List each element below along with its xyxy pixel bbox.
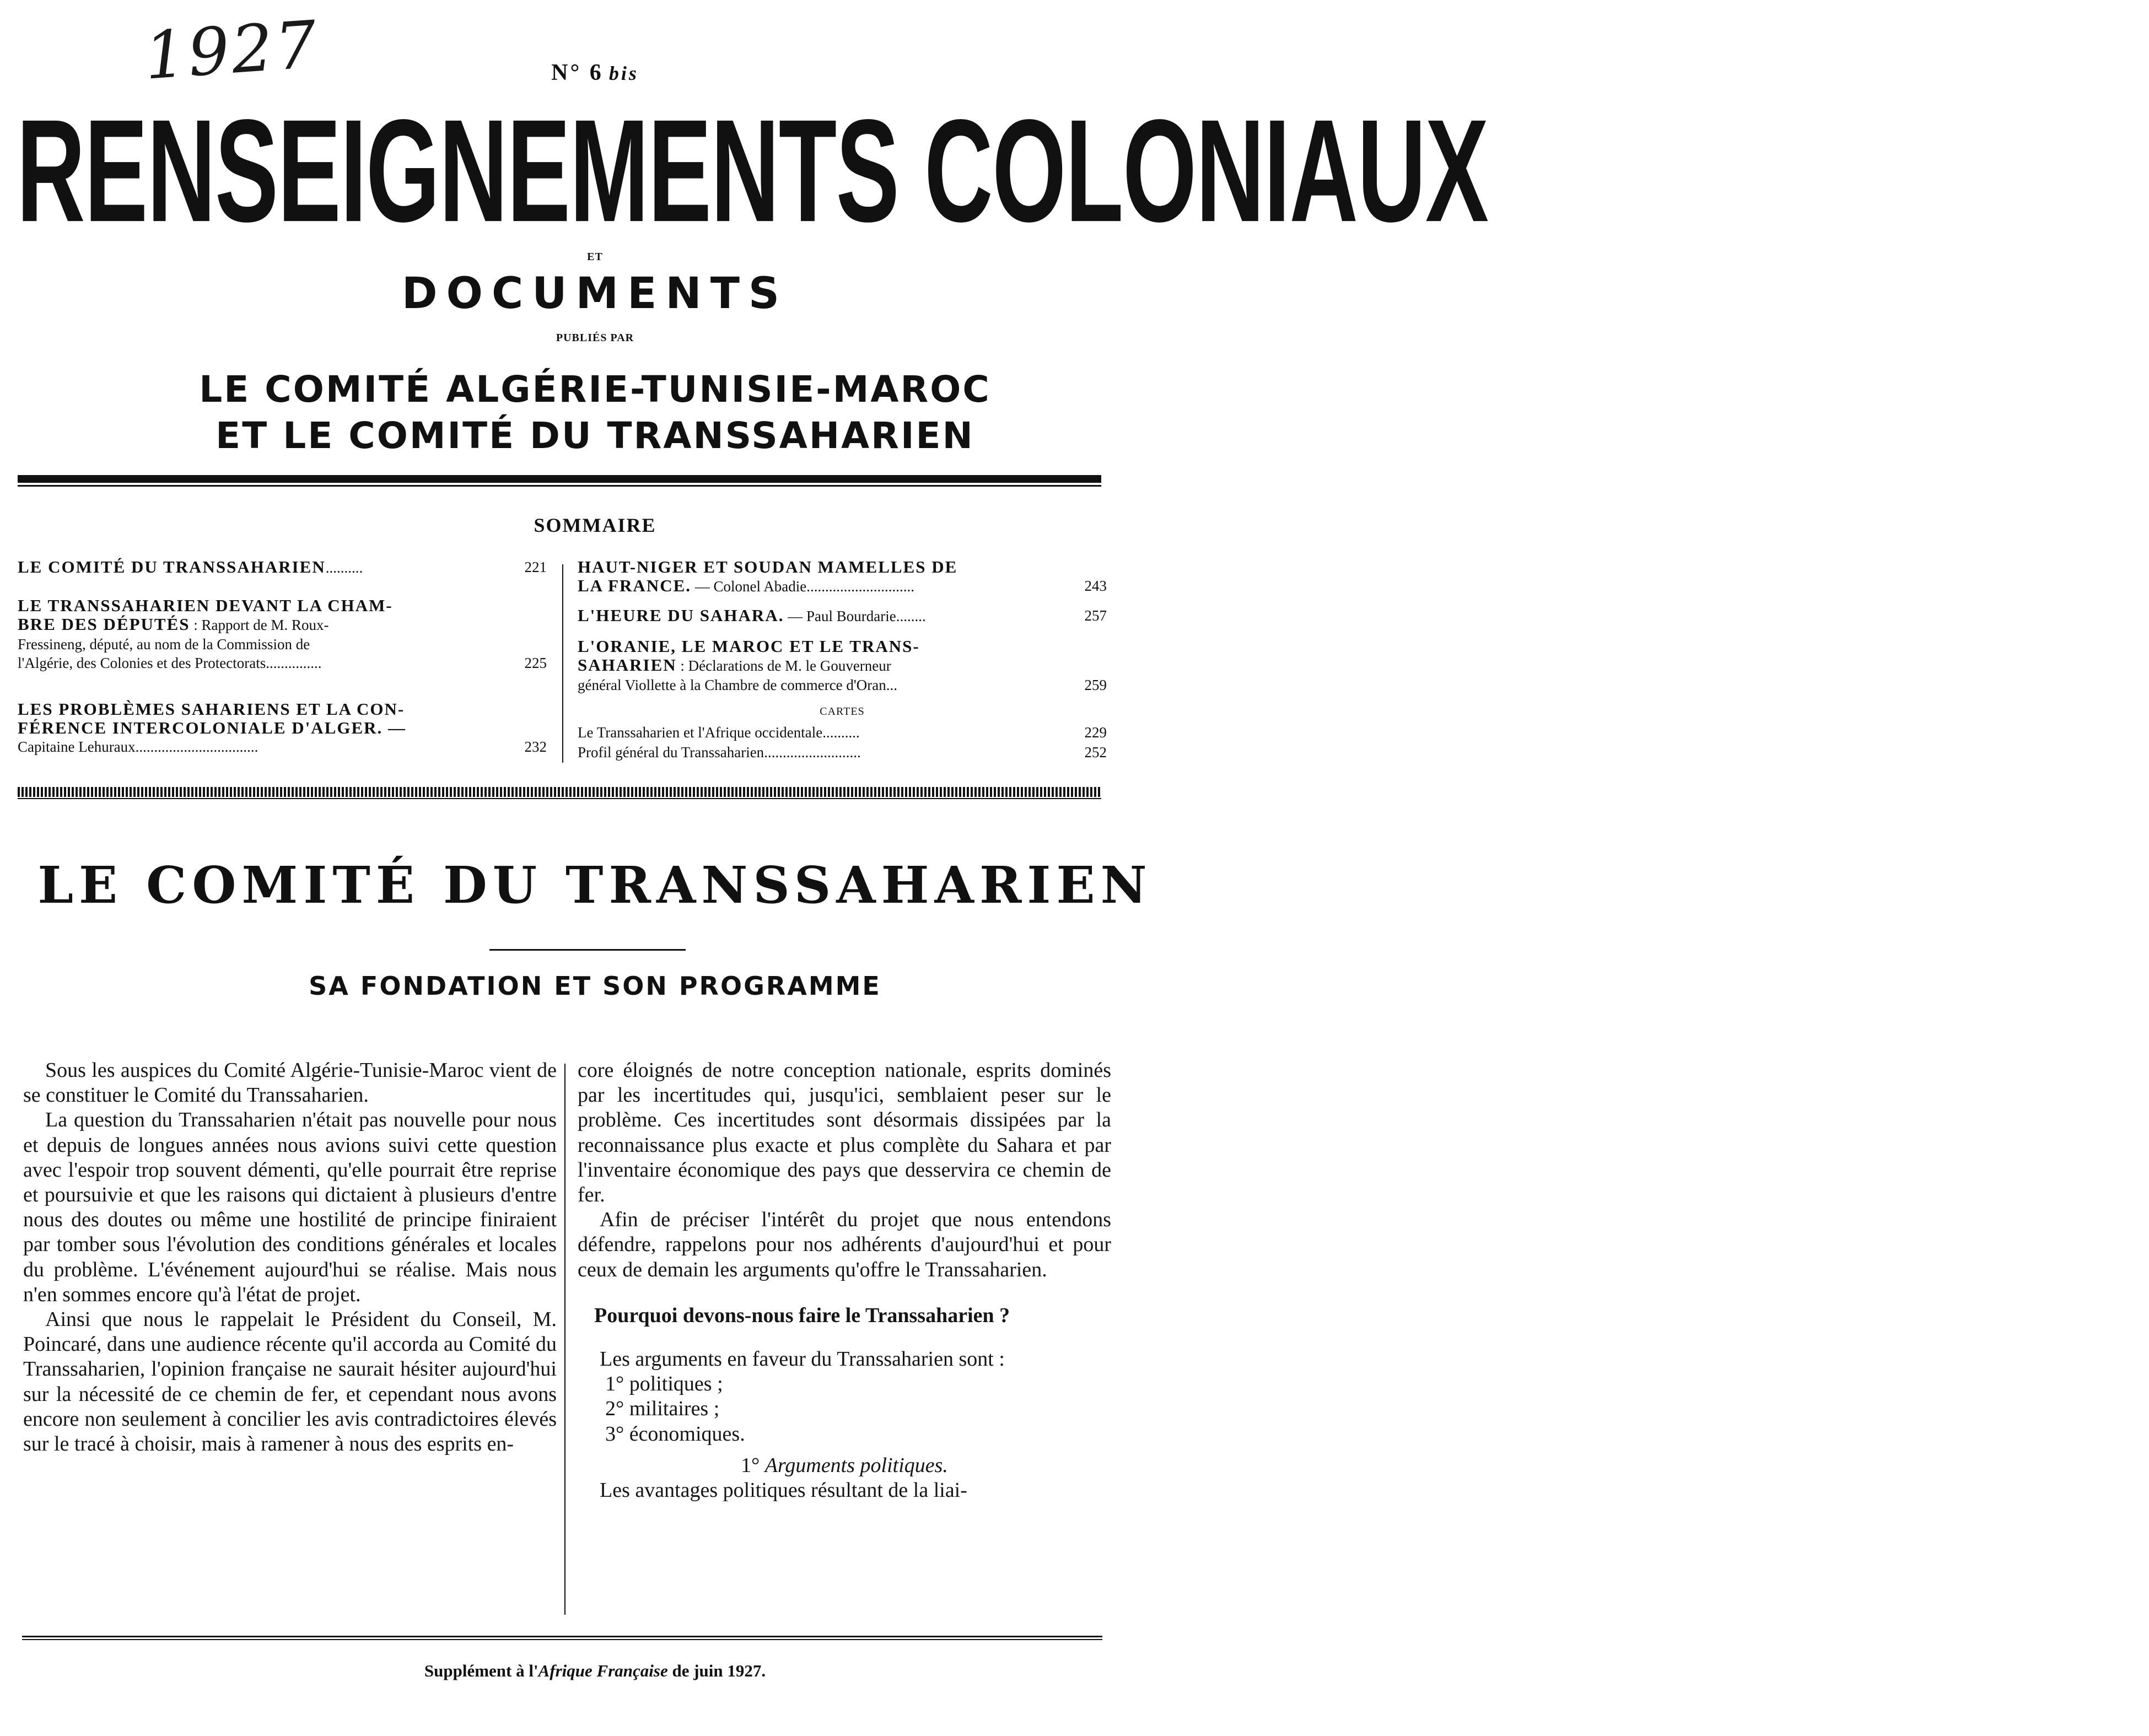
toc-page-number: 232 [524,738,547,755]
list-item: 1° politiques ; [605,1372,723,1396]
toc-leaders: ................................. [135,738,258,755]
masthead-et: ET [587,251,603,263]
issue-suffix: bis [608,62,639,84]
handwritten-year: 1927 [142,6,321,94]
toc-entry-title-cont: SAHARIEN [578,655,677,675]
toc-page-number: 229 [1084,724,1107,741]
list-item: 2° militaires ; [605,1397,720,1421]
toc-page-number: 252 [1084,744,1107,761]
documents-title: DOCUMENTS [401,269,789,319]
issue-number-text: N° 6 [551,60,604,85]
toc-entry-desc: l'Algérie, des Colonies et des Protectorats [18,655,266,671]
section-heading: Pourquoi devons-nous faire le Transsaharien ? [594,1303,1010,1327]
article-column-left [23,1058,557,1457]
footer-rule [22,1636,1102,1637]
toc-entry-title-cont: LA FRANCE. [578,576,692,595]
sub-heading-text: Arguments politiques. [764,1453,948,1477]
paragraph: Les arguments en faveur du Transsaharien sont : [600,1347,1005,1371]
sommaire-heading: SOMMAIRE [534,514,656,536]
header-thick-rule [18,475,1101,483]
footer-prefix: Supplément à l' [424,1661,538,1680]
masthead-title [17,89,1488,252]
toc-entry-title: LE COMITÉ DU TRANSSAHARIEN [18,557,326,576]
paragraph: Ainsi que nous le rappelait le Président du Conseil, M. Poincaré, dans une audience récente qu'il accorda au Comité du Transsaharien, l'opinion française ne saurait hésiter aujourd'hui sur la nécessité de ce chemin de fer, et cependant nous avons encore non seulement à concilier les avis contradictoires élevés sur le tracé à choisir, mais à ramener à nous des esprits en- [23,1308,557,1456]
toc-map-title: Profil général du Transsaharien [578,744,764,761]
committee-line-2: ET LE COMITÉ DU TRANSSAHARIEN [216,414,974,457]
toc-entry-desc: — Paul Bourdarie [784,608,896,624]
toc-page-number: 243 [1084,578,1107,594]
toc-divider [562,564,563,763]
toc-entry[interactable] [578,558,1107,596]
toc-entry[interactable] [18,700,547,757]
published-by-label: PUBLIÉS PAR [556,332,634,344]
toc-map-entry[interactable] [578,743,1107,762]
header-thin-rule [18,485,1101,487]
committee-line-1: LE COMITÉ ALGÉRIE-TUNISIE-MAROC [199,368,991,411]
footer-journal: Afrique Française [538,1661,668,1680]
article-title-rule [489,949,686,951]
toc-page-number: 259 [1084,677,1107,693]
toc-entry-title-cont: FÉRENCE INTERCOLONIALE D'ALGER. — [18,718,407,737]
toc-leaders: .......................... [764,744,861,761]
toc-page-number: 257 [1084,607,1107,624]
toc-page-number: 225 [524,655,547,671]
toc-leaders: ........ [896,608,926,624]
article-subtitle: SA FONDATION ET SON PROGRAMME [309,971,881,1001]
toc-entry-desc: Fressineng, député, au nom de la Commission de [18,636,310,653]
paragraph: core éloignés de notre conception nationale, esprits dominés par les incertitudes qui, jusqu'ici, semblaient peser sur le problème. Ces incertitudes sont désormais dissipées par la reconnaissance plus exacte et plus complète du Sahara et par l'inventaire économique des pays que desservira ce chemin de fer. [578,1059,1111,1207]
masthead-title-text: RENSEIGNEMENTS COLONIAUX [17,89,1488,252]
toc-entry-desc: Capitaine Lehuraux [18,738,136,755]
article-column-right [578,1058,1111,1503]
sub-heading-number: 1° [741,1453,760,1477]
toc-entry[interactable] [578,606,1107,626]
paragraph: Sous les auspices du Comité Algérie-Tunisie-Maroc vient de se constituer le Comité du Transsaharien. [23,1059,557,1107]
footer-note [0,1661,1190,1681]
toc-map-entry[interactable] [578,723,1107,742]
footer-rule-thin [22,1639,1102,1640]
toc-entry[interactable] [18,558,547,578]
paragraph: La question du Transsaharien n'était pas nouvelle pour nous et depuis de longues années nous avions suivi cette question avec l'espoir trop souvent démenti, qu'elle pourrait être reprise et poursuivie et que les raisons qui dictaient à plusieurs d'entre nous des doutes ou même une hostilité de principe finiraient par tomber sous l'évolution des conditions générales et locales du problème. L'événement aujourd'hui se réalise. Mais nous n'en sommes encore qu'à l'état de projet. [23,1108,557,1306]
footer-suffix: de juin 1927. [667,1661,766,1680]
list-item: 3° économiques. [605,1422,745,1446]
paragraph: Les avantages politiques résultant de la liai- [600,1479,967,1502]
sub-heading [578,1453,1111,1478]
toc-entry-title: L'HEURE DU SAHARA. [578,606,784,625]
cartes-label: CARTES [820,705,865,718]
article-title: LE COMITÉ DU TRANSSAHARIEN [37,855,1152,915]
issue-number [0,60,1190,86]
paragraph: Afin de préciser l'intérêt du projet que nous entendons défendre, rappelons pour nos adhérents d'aujourd'hui et pour ceux de demain les arguments qu'offre le Transsaharien. [578,1208,1111,1281]
hatched-divider-line [18,798,1101,799]
toc-entry-title: L'ORANIE, LE MAROC ET LE TRANS- [578,637,920,656]
column-divider [564,1064,565,1615]
toc-entry-desc: — Colonel Abadie [691,578,807,595]
toc-entry-title: LES PROBLÈMES SAHARIENS ET LA CON- [18,699,405,719]
toc-entry-title: HAUT-NIGER ET SOUDAN MAMELLES DE [578,557,958,576]
toc-entry[interactable] [18,596,547,673]
toc-page-number: 221 [524,559,547,575]
toc-entry-title-cont: BRE DES DÉPUTÉS [18,614,190,634]
toc-map-title: Le Transsaharien et l'Afrique occidentale [578,724,823,741]
hatched-divider [18,787,1101,797]
toc-entry-desc: général Viollette à la Chambre de commerce d'Oran... [578,677,897,693]
toc-leaders: .......... [822,724,860,741]
toc-entry[interactable] [578,637,1107,695]
toc-entry-title: LE TRANSSAHARIEN DEVANT LA CHAM- [18,596,393,615]
toc-leaders: .......... [325,559,363,576]
toc-leaders: ............................. [806,578,914,595]
toc-entry-desc: : Rapport de M. Roux- [190,617,329,633]
toc-leaders: ............... [266,655,322,671]
toc-entry-desc: : Déclarations de M. le Gouverneur [676,657,891,674]
